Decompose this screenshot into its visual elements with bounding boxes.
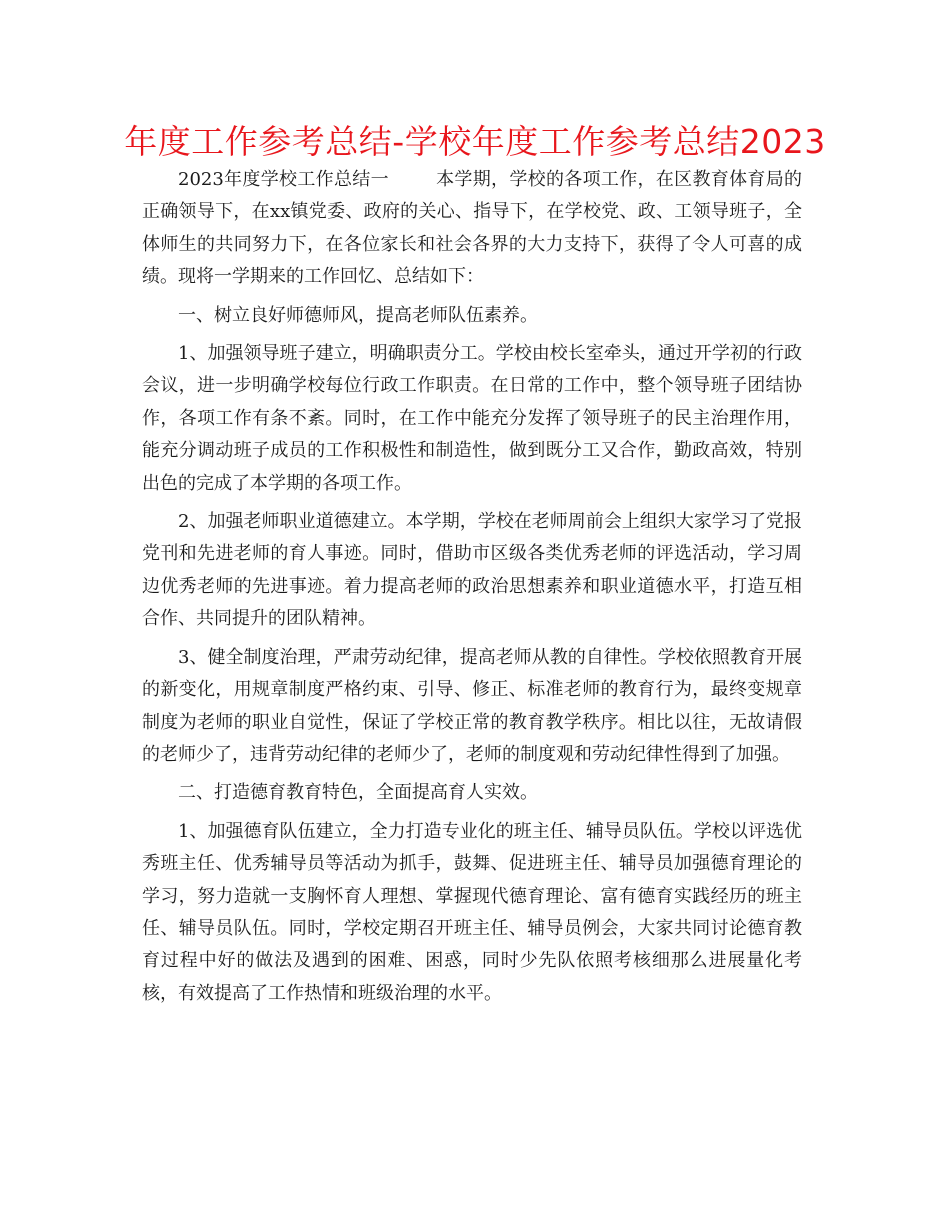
paragraph-text: 本学期，学校的各项工作，在区教育体育局的正确领导下，在xx镇党委、政府的关心、指导下，在学校党、政、工领导班子，全体师生的共同努力下，在各位家长和社会各界的大力支持下，获得了令人可喜的成绩。现将一学期来的工作回忆、总结如下： [142, 169, 803, 288]
document-body [142, 164, 802, 1016]
section-heading-2: 二、打造德育教育特色，全面提高育人实效。 [178, 782, 538, 804]
paragraph: 3、健全制度治理，严肃劳动纪律，提高老师从教的自律性。学校依照教育开展的新变化，用规章制度严格约束、引导、修正、标准老师的教育行为，最终变规章制度为老师的职业自觉性，保证了学校正常的教育教学秩序。相比以往，无故请假的老师少了，违背劳动纪律的老师少了，老师的制度观和劳动纪律性得到了加强。 [142, 646, 802, 765]
section-heading-1: 一、树立良好师德师风，提高老师队伍素养。 [178, 304, 538, 326]
paragraph: 2、加强老师职业道德建立。本学期，学校在老师周前会上组织大家学习了党报党刊和先进老师的育人事迹。同时，借助市区级各类优秀老师的评选活动，学习周边优秀老师的先进事迹。着力提高老师的政治思想素养和职业道德水平，打造互相合作、共同提升的团队精神。 [142, 511, 802, 630]
intro-label: 2023年度学校工作总结一 [178, 169, 389, 190]
document-title: 年度工作参考总结-学校年度工作参考总结2023 [124, 122, 826, 161]
paragraph: 1、加强领导班子建立，明确职责分工。学校由校长室牵头，通过开学初的行政会议，进一步明确学校每位行政工作职责。在日常的工作中，整个领导班子团结协作，各项工作有条不紊。同时，在工作中能充分发挥了领导班子的民主治理作用，能充分调动班子成员的工作积极性和制造性，做到既分工又合作，勤政高效，特别出色的完成了本学期的各项工作。 [142, 343, 802, 494]
paragraph-intro [142, 164, 802, 294]
paragraph: 1、加强德育队伍建立，全力打造专业化的班主任、辅导员队伍。学校以评选优秀班主任、优秀辅导员等活动为抓手，鼓舞、促进班主任、辅导员加强德育理论的学习，努力造就一支胸怀育人理想、掌握现代德育理论、富有德育实践经历的班主任、辅导员队伍。同时，学校定期召开班主任、辅导员例会，大家共同讨论德育教育过程中好的做法及遇到的困难、困惑，同时少先队依照考核细那么进展量化考核，有效提高了工作热情和班级治理的水平。 [142, 820, 802, 1004]
